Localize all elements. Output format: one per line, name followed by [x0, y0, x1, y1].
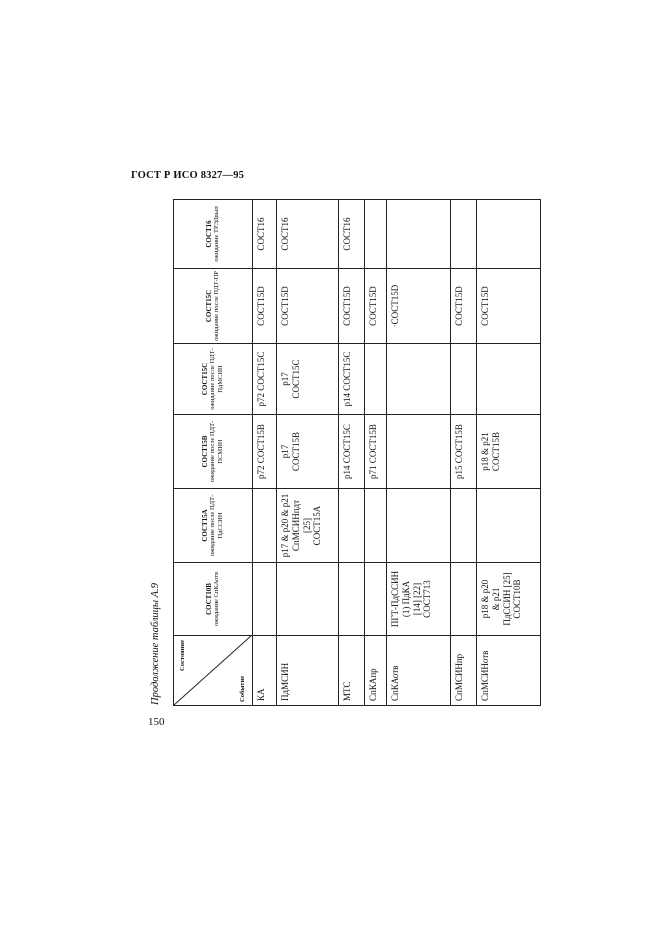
table-cell: СОСТ15D: [365, 269, 387, 344]
table-cell: [387, 344, 451, 415]
row-event-label: ПдМСИН: [277, 636, 339, 706]
row-event-label: СпКАпр: [365, 636, 387, 706]
table-cell: р72 СОСТ15С: [253, 344, 277, 415]
column-header: СОСТ15С ожидание после ПДТ-ПР: [174, 269, 253, 344]
row-event-label: КА: [253, 636, 277, 706]
column-header: СОСТ10В ожидание СпКАотв: [174, 563, 253, 636]
table-cell: [477, 489, 541, 563]
table-row: [277, 200, 339, 706]
table-cell: [451, 489, 477, 563]
table-cell: СОСТ16: [339, 200, 365, 269]
rotated-table-wrapper: [173, 199, 541, 706]
table-cell: ПГТ-ПдССИН (1) ПдКА [14] [22] СОСТ713: [387, 563, 451, 636]
table-header-row: [174, 200, 253, 706]
table-row: [477, 200, 541, 706]
table-cell: [477, 200, 541, 269]
table-cell: р17 СОСТ15В: [277, 415, 339, 489]
corner-event-label: Событие: [238, 675, 246, 702]
table-cell: [477, 344, 541, 415]
state-table: [173, 199, 541, 706]
table-cell: р15 СОСТ15В: [451, 415, 477, 489]
page-number: 150: [148, 716, 165, 728]
table-cell: р18 & р20 & р21 ПдССИН [25] СОСТ10В: [477, 563, 541, 636]
table-cell: [365, 489, 387, 563]
column-header: СОСТ15А ожидание после ПДТ-ПдССИН: [174, 489, 253, 563]
table-cell: ·СОСТ15D: [387, 269, 451, 344]
table-cell: р17 & р20 & р21 СпМСИНпдт [25] СОСТ15А: [277, 489, 339, 563]
row-event-label: МТС: [339, 636, 365, 706]
table-cell: [339, 563, 365, 636]
table-row: [253, 200, 277, 706]
table-cell: р72 СОСТ15В: [253, 415, 277, 489]
corner-state-label: Состояние: [179, 640, 186, 671]
table-cell: [451, 563, 477, 636]
corner-cell: [174, 636, 253, 706]
table-cell: [365, 563, 387, 636]
table-cell: [365, 200, 387, 269]
table-cell: [253, 563, 277, 636]
table-cell: СОСТ15D: [451, 269, 477, 344]
table-row: [365, 200, 387, 706]
table-cell: СОСТ15D: [277, 269, 339, 344]
column-header: СОСТ15С ожидание после ПДТ-ПдМСИН: [174, 344, 253, 415]
table-cell: р17 СОСТ15С: [277, 344, 339, 415]
table-cell: [277, 563, 339, 636]
row-event-label: СпМСИНпр: [451, 636, 477, 706]
table-cell: [253, 489, 277, 563]
table-cell: р18 & р21 СОСТ15В: [477, 415, 541, 489]
row-event-label: СпКАотв: [387, 636, 451, 706]
column-header: СОСТ16 ожидание ТРЭДвып: [174, 200, 253, 269]
table-cell: р71 СОСТ15В: [365, 415, 387, 489]
table-cell: СОСТ16: [253, 200, 277, 269]
column-header: СОСТ15В ожидание после ПДТ-ПСМИН: [174, 415, 253, 489]
table-cell: СОСТ16: [277, 200, 339, 269]
table-cell: [365, 344, 387, 415]
table-caption: Продолжение таблицы А.9: [150, 583, 161, 705]
table-cell: р14 СОСТ15С: [339, 415, 365, 489]
table-cell: СОСТ15D: [477, 269, 541, 344]
table-cell: [451, 200, 477, 269]
table-cell: [387, 200, 451, 269]
table-cell: р14 СОСТ15С: [339, 344, 365, 415]
table-cell: [451, 344, 477, 415]
table-cell: [339, 489, 365, 563]
table-cell: СОСТ15D: [253, 269, 277, 344]
row-event-label: СпМСИНотв: [477, 636, 541, 706]
page-header: ГОСТ Р ИСО 8327—95: [131, 170, 245, 181]
table-cell: СОСТ15D: [339, 269, 365, 344]
table-cell: [387, 489, 451, 563]
table-row: [387, 200, 451, 706]
table-row: [339, 200, 365, 706]
table-cell: [387, 415, 451, 489]
table-row: [451, 200, 477, 706]
